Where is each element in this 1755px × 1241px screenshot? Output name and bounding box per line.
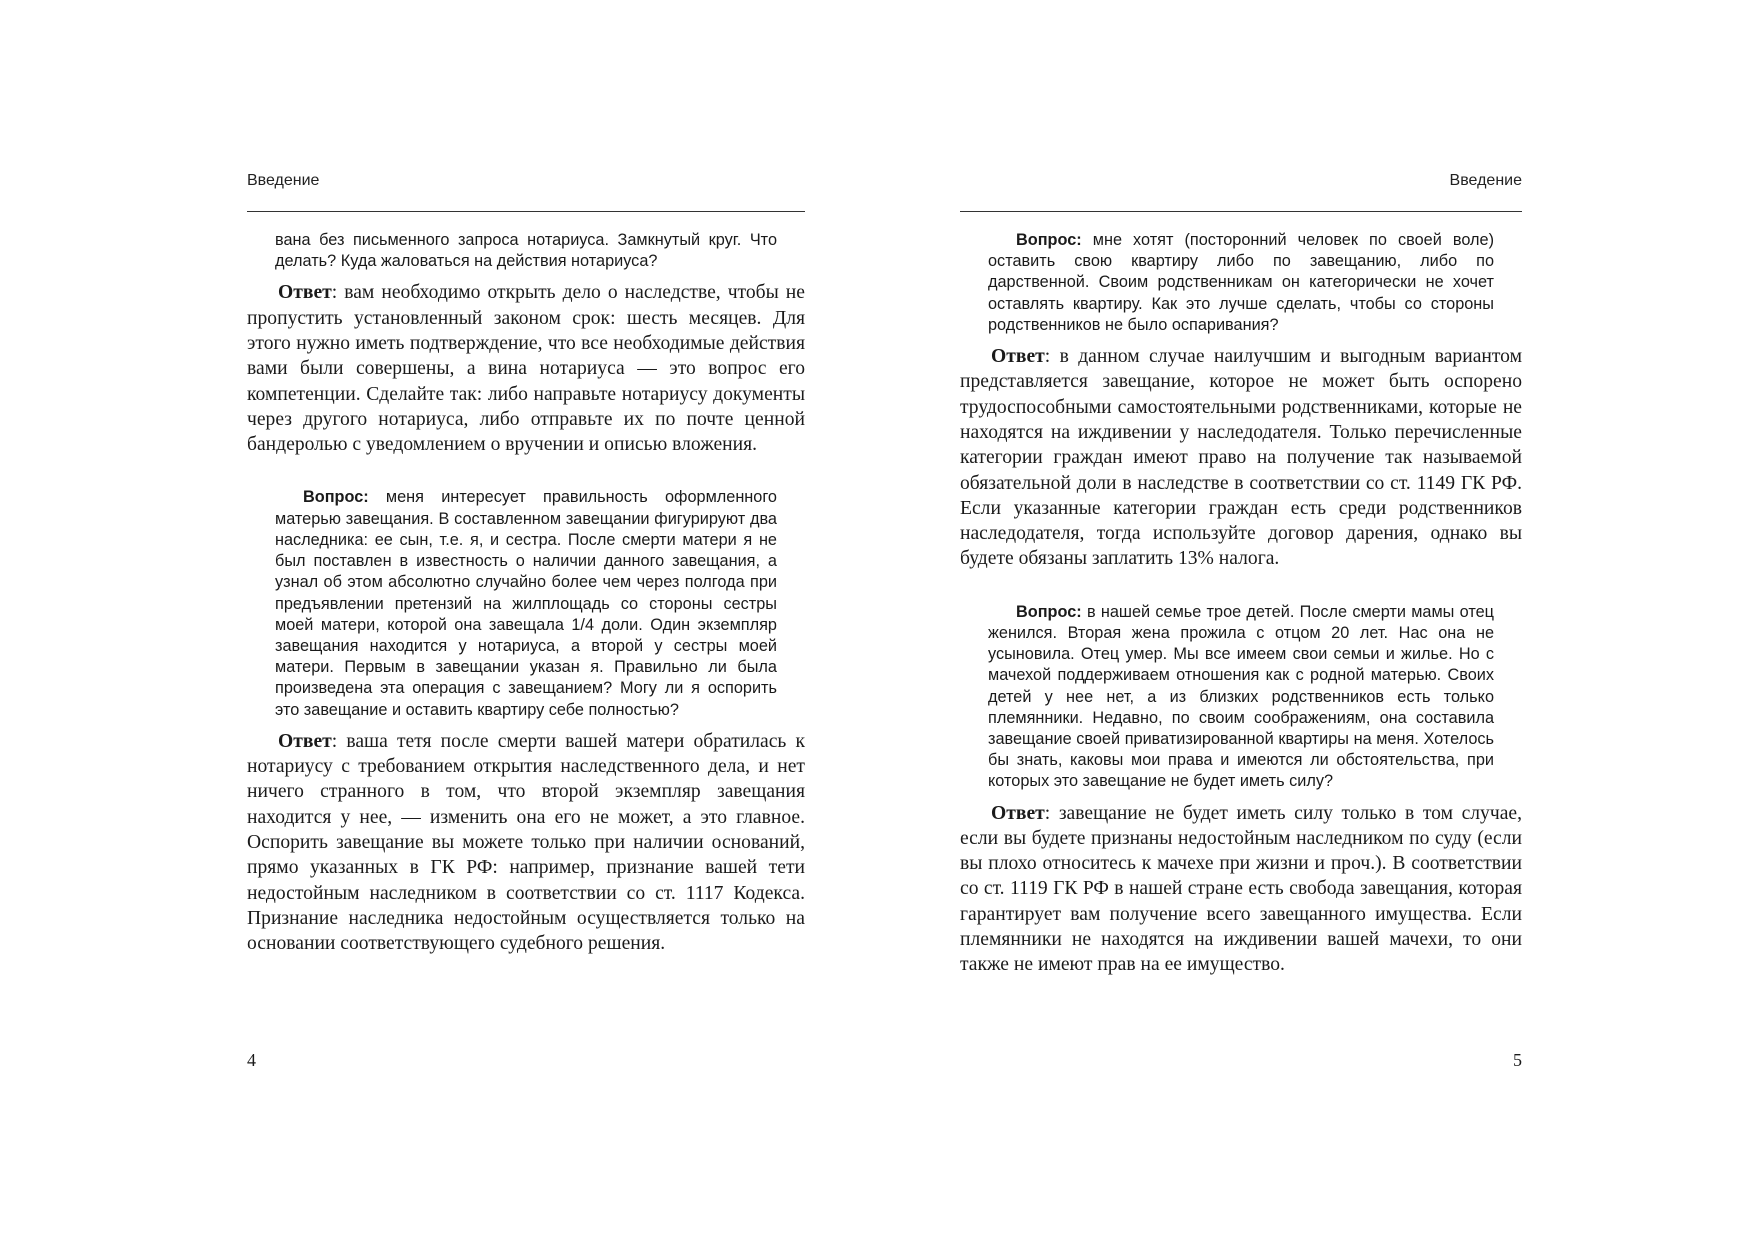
question-label: Вопрос: (1016, 231, 1082, 249)
left-page (0, 0, 877, 1241)
answer-label: Ответ (278, 282, 332, 304)
question-paragraph (275, 487, 777, 720)
question-label: Вопрос: (1016, 602, 1082, 621)
answer-label: Ответ (991, 802, 1045, 824)
answer-text: : вам необходимо открыть дело о наследстве, чтобы не пропустить установленный законом срок: шесть месяцев. Для этого нужно иметь подтверждение, что все необходимые действия вами были совершены, а вина нотариуса — это вопрос его компетенции. Сделайте так: либо направьте нотариусу документы через другого нотариуса, либо отправьте их по почте ценной бандеролью с уведомлением о вручении и описью вложения. (247, 282, 805, 456)
question-continuation: вана без письменного запроса нотариуса. Замкнутый круг. Что делать? Куда жаловаться на действия нотариуса? (275, 231, 777, 271)
running-header: Введение (247, 172, 320, 189)
page-number: 5 (1513, 1050, 1522, 1070)
question-text: в нашей семье трое детей. После смерти мамы отец женился. Вторая жена прожила с отцом 20 лет. Нас она не усыновила. Отец умер. Мы все имеем свои семьи и жилье. Но с мачехой поддерживаем отношения как с родной матерью. Своих детей у нее нет, а из близких родственников есть только племянники. Недавно, по своим соображениям, она составила завещание своей приватизированной квартиры на меня. Хотелось бы знать, каковы мои права и имеются ли обстоятельства, при которых это завещание не будет иметь силу? (988, 602, 1494, 791)
answer-paragraph (960, 344, 1522, 572)
answer-paragraph (247, 280, 805, 457)
answer-text: : ваша тетя после смерти вашей матери обратилась к нотариусу с требованием открытия наследственного дела, и нет ничего странного в том, что второй экземпляр завещания находится у нее, — изменить она его не может, а это главное. Оспорить завещание вы можете только при наличии оснований, прямо указанных в ГК РФ: например, признание вашей тети недостойным наследником в соответствии со ст. 1117 Кодекса. Признание наследника недостойным осуществляется только на основании соответствующего судебного решения. (247, 730, 805, 955)
page-number: 4 (247, 1050, 256, 1070)
answer-text: : в данном случае наилучшим и выгодным вариантом представляется завещание, которое не может быть оспорено трудоспособными самостоятельными родственниками, которые не находятся на иждивении у наследодателя. Только перечисленные категории граждан имеют право на получение так называемой обязательной доли в наследстве в соответствии со ст. 1149 ГК РФ. Если указанные категории граждан есть среди родственников наследодателя, тогда используйте договор дарения, однако вы будете обязаны заплатить 13% налога. (960, 346, 1522, 570)
right-page (878, 0, 1755, 1241)
page-content (247, 230, 805, 956)
header-rule (960, 211, 1522, 212)
question-paragraph (988, 230, 1494, 336)
answer-label: Ответ (991, 346, 1045, 368)
running-header: Введение (1449, 172, 1522, 189)
question-paragraph (988, 602, 1494, 793)
answer-label: Ответ (278, 730, 332, 752)
header-rule (247, 211, 805, 212)
answer-text: : завещание не будет иметь силу только в том случае, если вы будете признаны недостойным наследником по суду (если вы плохо относитесь к мачехе при жизни и проч.). В соответствии со ст. 1119 ГК РФ в нашей стране есть свобода завещания, которая гарантирует вам получение всего завещанного имущества. Если племянники не находятся на иждивении вашей мачехи, то они также не имеют прав на ее имущество. (960, 802, 1522, 976)
question-text: меня интересует правильность оформленного матерью завещания. В составленном завещании фигурируют два наследника: ее сын, т.е. я, и сестра. После смерти матери я не был поставлен в известность о наличии данного завещания, а узнал об этом абсолютно случайно более чем через полгода при предъявлении претензий на жилплощадь со стороны сестры моей матери, которой она завещала 1/4 доли. Один экземпляр завещания находится у нотариуса, а второй у сестры моей матери. Первым в завещании указан я. Правильно ли была произведена эта операция с завещанием? Могу ли я оспорить это завещание и оставить квартиру себе полностью? (275, 488, 777, 719)
question-label: Вопрос: (303, 488, 369, 507)
page-content (960, 230, 1522, 978)
answer-paragraph (960, 801, 1522, 978)
answer-paragraph (247, 729, 805, 957)
question-text: мне хотят (посторонний человек по своей воле) оставить свою квартиру либо по завещанию, либо по дарственной. Своим родственникам он категорически не хочет оставлять квартиру. Как это лучше сделать, чтобы со стороны родственников не было оспаривания? (988, 231, 1494, 334)
